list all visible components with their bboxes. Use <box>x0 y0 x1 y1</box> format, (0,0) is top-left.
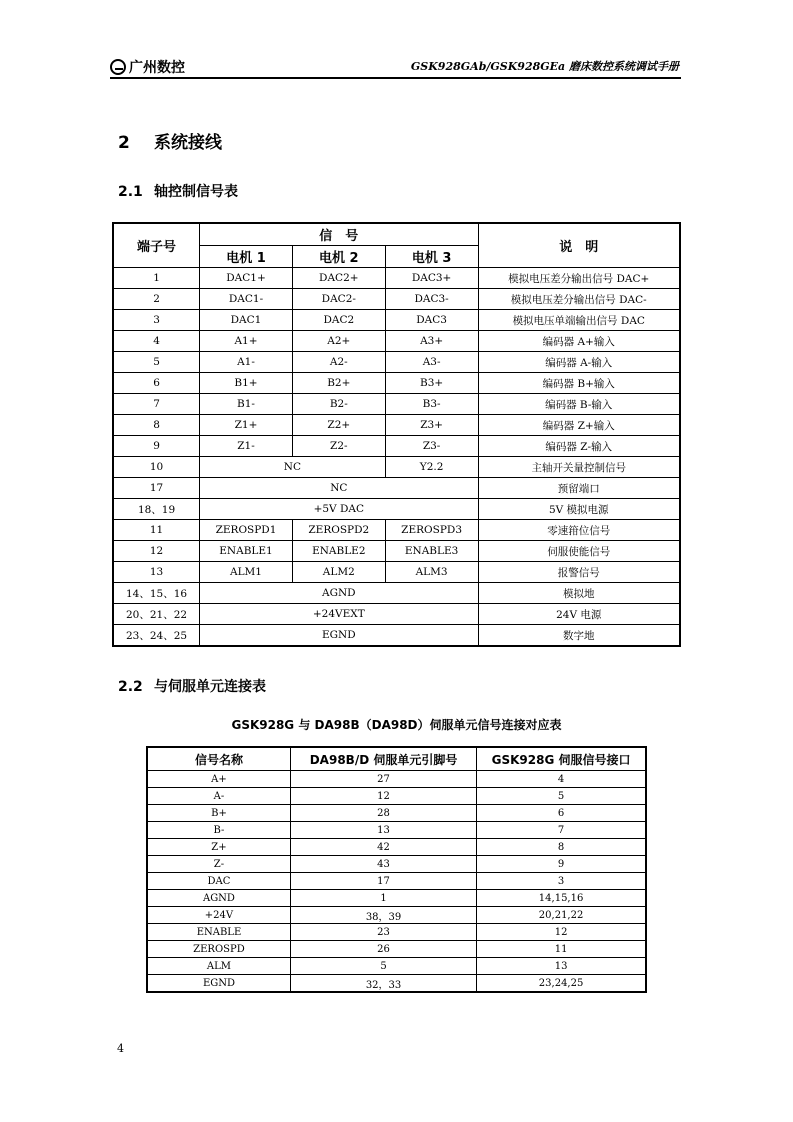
servo-connection-table <box>146 746 647 993</box>
cell-signal-motor-2: B2+ <box>292 373 385 394</box>
cell-servo-pin: 13 <box>290 822 476 839</box>
cell-signal-name: ALM <box>147 958 290 975</box>
table-row <box>113 373 680 394</box>
cell-signal-motor-1: B1+ <box>200 373 293 394</box>
cell-signal-motor-3: A3+ <box>385 331 478 352</box>
table-row <box>147 788 646 805</box>
cell-signal-motor-1: A1+ <box>200 331 293 352</box>
cell-servo-pin: 32，33 <box>290 975 476 993</box>
cell-signal-name: A- <box>147 788 290 805</box>
table-row <box>113 478 680 499</box>
table-row <box>113 625 680 647</box>
cell-signal-motor-3: B3- <box>385 394 478 415</box>
section-number: 2.2 <box>118 679 143 695</box>
col-motor-3: 电机 3 <box>385 246 478 268</box>
cell-servo-pin: 42 <box>290 839 476 856</box>
cell-signal-motor-1: Z1- <box>200 436 293 457</box>
cell-description: 编码器 Z+输入 <box>478 415 680 436</box>
cell-terminal: 20、21、22 <box>113 604 200 625</box>
cell-servo-pin: 28 <box>290 805 476 822</box>
cell-description: 模拟地 <box>478 583 680 604</box>
cell-gsk-interface: 12 <box>477 924 646 941</box>
cell-gsk-interface: 6 <box>477 805 646 822</box>
cell-description: 编码器 A+输入 <box>478 331 680 352</box>
cell-signal-name: ENABLE <box>147 924 290 941</box>
axis-signal-table <box>112 222 681 647</box>
cell-signal: NC <box>200 457 386 478</box>
cell-signal: AGND <box>200 583 478 604</box>
col-gsk-interface: GSK928G 伺服信号接口 <box>477 747 646 771</box>
cell-description: 主轴开关量控制信号 <box>478 457 680 478</box>
cell-signal-motor-3: DAC3- <box>385 289 478 310</box>
table-row <box>147 924 646 941</box>
document-title: GSK928GAb/GSK928GEa 磨床数控系统调试手册 <box>410 60 679 73</box>
cell-description: 数字地 <box>478 625 680 647</box>
table-row <box>113 310 680 331</box>
cell-description: 模拟电压差分输出信号 DAC+ <box>478 268 680 289</box>
cell-signal-motor-1: ENABLE1 <box>200 541 293 562</box>
cell-gsk-interface: 11 <box>477 941 646 958</box>
table-row <box>147 941 646 958</box>
cell-servo-pin: 26 <box>290 941 476 958</box>
page-header <box>110 55 681 79</box>
cell-signal-motor-3: B3+ <box>385 373 478 394</box>
cell-description: 零速箝位信号 <box>478 520 680 541</box>
table-row <box>147 771 646 788</box>
cell-terminal: 17 <box>113 478 200 499</box>
cell-signal: Y2.2 <box>385 457 478 478</box>
table-row <box>147 890 646 907</box>
cell-signal-motor-2: DAC2 <box>292 310 385 331</box>
company-logo <box>110 57 185 77</box>
cell-signal-motor-3: Z3- <box>385 436 478 457</box>
cell-description: 模拟电压单端输出信号 DAC <box>478 310 680 331</box>
cell-signal: +5V DAC <box>200 499 478 520</box>
cell-gsk-interface: 13 <box>477 958 646 975</box>
cell-signal-motor-1: DAC1 <box>200 310 293 331</box>
cell-signal-name: A+ <box>147 771 290 788</box>
cell-signal-motor-2: A2+ <box>292 331 385 352</box>
cell-terminal: 9 <box>113 436 200 457</box>
col-signal-name: 信号名称 <box>147 747 290 771</box>
cell-gsk-interface: 23,24,25 <box>477 975 646 993</box>
table-row <box>113 394 680 415</box>
col-servo-pin: DA98B/D 伺服单元引脚号 <box>290 747 476 771</box>
cell-signal-name: Z+ <box>147 839 290 856</box>
cell-signal-motor-2: Z2+ <box>292 415 385 436</box>
cell-description: 预留端口 <box>478 478 680 499</box>
cell-servo-pin: 23 <box>290 924 476 941</box>
table-row <box>113 583 680 604</box>
cell-signal-motor-1: ZEROSPD1 <box>200 520 293 541</box>
cell-terminal: 13 <box>113 562 200 583</box>
logo-icon <box>110 59 126 75</box>
cell-gsk-interface: 3 <box>477 873 646 890</box>
cell-terminal: 5 <box>113 352 200 373</box>
cell-terminal: 10 <box>113 457 200 478</box>
cell-signal-motor-2: ALM2 <box>292 562 385 583</box>
col-signal: 信 号 <box>200 223 478 246</box>
cell-signal-motor-3: DAC3 <box>385 310 478 331</box>
cell-terminal: 18、19 <box>113 499 200 520</box>
cell-description: 编码器 B-输入 <box>478 394 680 415</box>
table-row <box>113 604 680 625</box>
cell-signal-name: AGND <box>147 890 290 907</box>
cell-servo-pin: 38，39 <box>290 907 476 924</box>
cell-gsk-interface: 9 <box>477 856 646 873</box>
table-row <box>113 415 680 436</box>
cell-signal-name: Z- <box>147 856 290 873</box>
cell-signal-name: B- <box>147 822 290 839</box>
cell-terminal: 7 <box>113 394 200 415</box>
cell-terminal: 8 <box>113 415 200 436</box>
cell-servo-pin: 12 <box>290 788 476 805</box>
table-row <box>113 541 680 562</box>
cell-signal: EGND <box>200 625 478 647</box>
cell-description: 编码器 B+输入 <box>478 373 680 394</box>
cell-servo-pin: 1 <box>290 890 476 907</box>
cell-description: 24V 电源 <box>478 604 680 625</box>
table-row <box>147 805 646 822</box>
cell-signal-motor-3: A3- <box>385 352 478 373</box>
cell-signal: NC <box>200 478 478 499</box>
cell-description: 编码器 A-输入 <box>478 352 680 373</box>
cell-signal-motor-2: ZEROSPD2 <box>292 520 385 541</box>
cell-signal-motor-2: DAC2+ <box>292 268 385 289</box>
section-heading-2-1 <box>118 181 238 201</box>
table-row <box>113 520 680 541</box>
cell-description: 伺服使能信号 <box>478 541 680 562</box>
table-row <box>113 499 680 520</box>
section-number: 2.1 <box>118 184 143 200</box>
table-row <box>113 457 680 478</box>
cell-gsk-interface: 8 <box>477 839 646 856</box>
section-heading-2-2 <box>118 676 266 696</box>
cell-terminal: 3 <box>113 310 200 331</box>
col-motor-2: 电机 2 <box>292 246 385 268</box>
cell-signal-motor-2: Z2- <box>292 436 385 457</box>
table-row <box>113 289 680 310</box>
col-terminal: 端子号 <box>113 223 200 268</box>
cell-terminal: 4 <box>113 331 200 352</box>
cell-signal-motor-1: B1- <box>200 394 293 415</box>
cell-servo-pin: 27 <box>290 771 476 788</box>
cell-signal-motor-1: A1- <box>200 352 293 373</box>
cell-signal-motor-2: DAC2- <box>292 289 385 310</box>
cell-signal: +24VEXT <box>200 604 478 625</box>
table-row <box>147 839 646 856</box>
cell-servo-pin: 43 <box>290 856 476 873</box>
cell-signal-motor-3: Z3+ <box>385 415 478 436</box>
cell-terminal: 12 <box>113 541 200 562</box>
table-row <box>147 822 646 839</box>
cell-terminal: 11 <box>113 520 200 541</box>
col-description: 说 明 <box>478 223 680 268</box>
page-number: 4 <box>117 1042 124 1055</box>
cell-gsk-interface: 7 <box>477 822 646 839</box>
cell-description: 5V 模拟电源 <box>478 499 680 520</box>
table-row <box>147 975 646 993</box>
cell-servo-pin: 5 <box>290 958 476 975</box>
cell-signal-motor-1: DAC1- <box>200 289 293 310</box>
cell-signal-motor-1: ALM1 <box>200 562 293 583</box>
cell-signal-name: ZEROSPD <box>147 941 290 958</box>
cell-servo-pin: 17 <box>290 873 476 890</box>
cell-terminal: 6 <box>113 373 200 394</box>
cell-signal-motor-1: Z1+ <box>200 415 293 436</box>
cell-terminal: 23、24、25 <box>113 625 200 647</box>
cell-signal-motor-2: A2- <box>292 352 385 373</box>
table-row <box>147 958 646 975</box>
cell-signal-name: +24V <box>147 907 290 924</box>
cell-gsk-interface: 5 <box>477 788 646 805</box>
cell-gsk-interface: 20,21,22 <box>477 907 646 924</box>
cell-gsk-interface: 14,15,16 <box>477 890 646 907</box>
cell-signal-name: DAC <box>147 873 290 890</box>
cell-terminal: 14、15、16 <box>113 583 200 604</box>
table-row <box>113 352 680 373</box>
table-caption: GSK928G 与 DA98B（DA98D）伺服单元信号连接对应表 <box>231 718 562 732</box>
cell-signal-name: B+ <box>147 805 290 822</box>
table-row <box>113 268 680 289</box>
cell-description: 模拟电压差分输出信号 DAC- <box>478 289 680 310</box>
table-row <box>113 562 680 583</box>
chapter-title: 系统接线 <box>154 133 222 153</box>
cell-signal-motor-3: DAC3+ <box>385 268 478 289</box>
table-row <box>113 331 680 352</box>
chapter-number: 2 <box>118 133 130 153</box>
cell-terminal: 1 <box>113 268 200 289</box>
logo-text: 广州数控 <box>129 60 185 76</box>
section-title: 轴控制信号表 <box>154 184 238 200</box>
cell-description: 编码器 Z-输入 <box>478 436 680 457</box>
cell-signal-motor-1: DAC1+ <box>200 268 293 289</box>
col-motor-1: 电机 1 <box>200 246 293 268</box>
table-row <box>113 436 680 457</box>
cell-description: 报警信号 <box>478 562 680 583</box>
table-row <box>147 873 646 890</box>
chapter-heading <box>118 128 222 153</box>
cell-signal-name: EGND <box>147 975 290 993</box>
cell-terminal: 2 <box>113 289 200 310</box>
table-row <box>147 907 646 924</box>
cell-gsk-interface: 4 <box>477 771 646 788</box>
cell-signal-motor-3: ZEROSPD3 <box>385 520 478 541</box>
cell-signal-motor-3: ENABLE3 <box>385 541 478 562</box>
cell-signal-motor-3: ALM3 <box>385 562 478 583</box>
section-title: 与伺服单元连接表 <box>154 679 266 695</box>
table-row <box>147 856 646 873</box>
cell-signal-motor-2: B2- <box>292 394 385 415</box>
cell-signal-motor-2: ENABLE2 <box>292 541 385 562</box>
